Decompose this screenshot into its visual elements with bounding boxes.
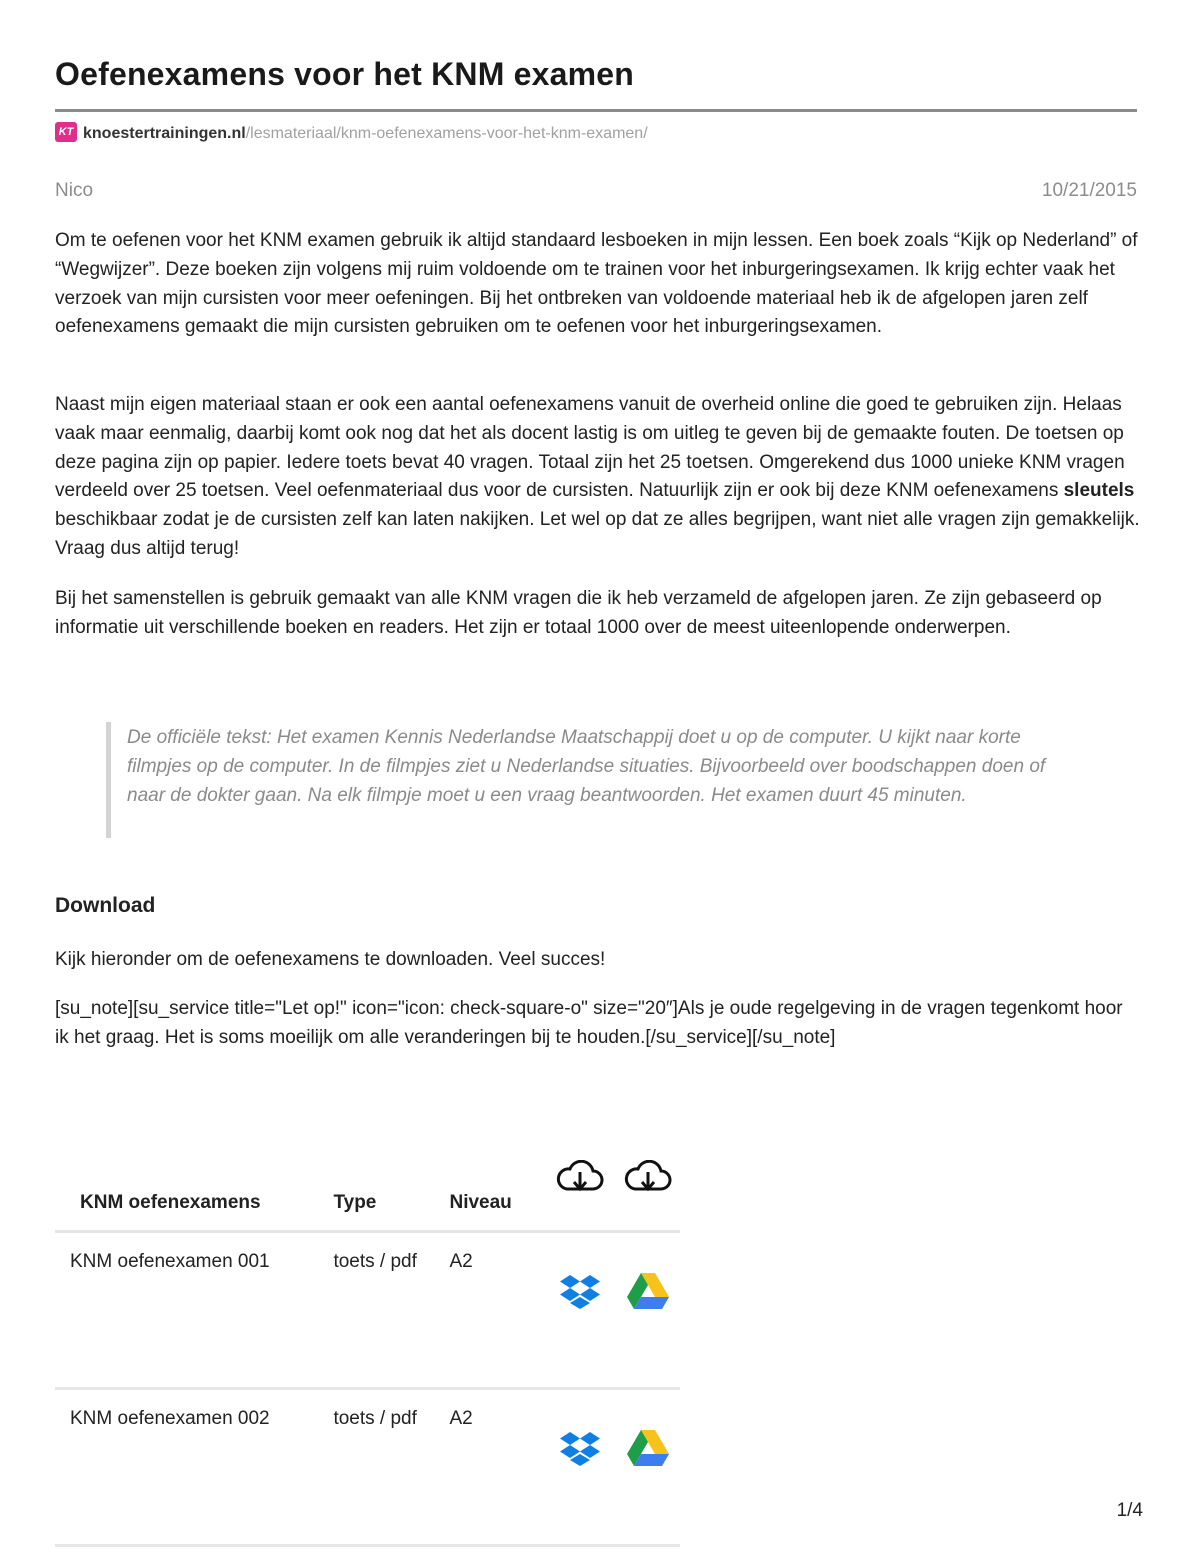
col-header-level: Niveau (449, 1192, 512, 1213)
title-divider (55, 109, 1137, 112)
col-header-type: Type (333, 1192, 377, 1213)
table-row (55, 1389, 680, 1546)
dropbox-icon[interactable] (560, 1273, 600, 1311)
site-favicon-icon: KT (55, 122, 77, 142)
paragraph-composition: Bij het samenstellen is gebruik gemaakt van alle KNM vragen die ik heb verzameld de afgelopen jaren. Ze zijn gebaseerd op informatie uit verschillende boeken en readers. Het zijn er totaal 1000 over de meest uiteenlopende onderwerpen. (55, 588, 1102, 638)
drive-download-cell (616, 1232, 680, 1389)
paragraph-materials-text-end: beschikbaar zodat je de cursisten zelf kan laten nakijken. Let wel op dat ze alles begrijpen, want niet alle vragen zijn gemakkelijk. Vraag dus altijd terug! (55, 509, 1140, 559)
col-header-download-1 (544, 1120, 616, 1232)
row-name: KNM oefenexamen 001 (55, 1232, 333, 1389)
row-level: A2 (449, 1389, 544, 1546)
download-note: [su_note][su_service title="Let op!" icon="icon: check-square-o" size="20″]Als je oude regelgeving in de vragen tegenkomt hoor ik het graag. Het is soms moeilijk om alle veranderingen bij te houden.[/su_service][/su_note] (55, 998, 1123, 1048)
row-type: toets / pdf (333, 1232, 449, 1389)
download-table (55, 1120, 680, 1547)
col-header-name: KNM oefenexamens (80, 1192, 261, 1213)
row-level: A2 (449, 1232, 544, 1389)
source-line (55, 124, 648, 144)
dropbox-icon[interactable] (560, 1430, 600, 1468)
drive-download-cell (616, 1389, 680, 1546)
paragraph-materials-text: Naast mijn eigen materiaal staan er ook een aantal oefenexamens vanuit de overheid online die goed te gebruiken zijn. Helaas vaak maar eenmalig, daarbij komt ook nog dat het als docent lastig is om uitleg te geven bij de gemaakte fouten. De toetsen op deze pagina zijn op papier. Iedere toets bevat 40 vragen. Totaal zijn het 25 toetsen. Omgerekend dus 1000 unieke KNM vragen verdeeld over 25 toetsen. Veel oefenmateriaal dus voor de cursisten. Natuurlijk zijn er ook bij deze KNM oefenexamens (55, 394, 1125, 502)
blockquote: De officiële tekst: Het examen Kennis Nederlandse Maatschappij doet u op de computer. U kijkt naar korte filmpjes op de computer. In de filmpjes ziet u Nederlandse situaties. Bijvoorbeeld over boodschappen doen of naar de dokter gaan. Na elk filmpje moet u een vraag beantwoorden. Het examen duurt 45 minuten. (127, 727, 1046, 806)
download-heading: Download (55, 894, 156, 917)
author: Nico (55, 180, 94, 201)
paragraph-intro: Om te oefenen voor het KNM examen gebruik ik altijd standaard lesboeken in mijn lessen. Een boek zoals “Kijk op Nederland” of “Wegwijzer”. Deze boeken zijn volgens mij ruim voldoende om te trainen voor het inburgeringsexamen. Ik krijg echter vaak het verzoek van mijn cursisten voor meer oefeningen. Bij het ontbreken van voldoende materiaal heb ik de afgelopen jaren zelf oefenexamens gemaakt die mijn cursisten gebruiken om te oefenen voor het inburgeringsexamen. (55, 230, 1138, 338)
sleutels-link[interactable]: sleutels (1063, 480, 1135, 502)
table-row (55, 1232, 680, 1389)
dropbox-download-cell (544, 1232, 616, 1389)
dropbox-download-cell (544, 1389, 616, 1546)
publish-date: 10/21/2015 (1041, 180, 1137, 201)
row-type: toets / pdf (333, 1389, 449, 1546)
cloud-download-icon (555, 1160, 605, 1194)
col-header-download-2 (616, 1120, 680, 1232)
row-name: KNM oefenexamen 002 (55, 1389, 333, 1546)
google-drive-icon[interactable] (627, 1430, 669, 1466)
paragraph-materials (55, 391, 1140, 564)
google-drive-icon[interactable] (627, 1273, 669, 1309)
source-domain[interactable]: knoestertrainingen.nl (83, 125, 246, 142)
cloud-download-icon (623, 1160, 673, 1194)
page-number: 1/4 (1116, 1500, 1143, 1521)
page-title: Oefenexamens voor het KNM examen (55, 56, 635, 92)
table-header-row (55, 1120, 680, 1232)
blockquote-bar (106, 722, 111, 838)
source-path[interactable]: /lesmateriaal/knm-oefenexamens-voor-het-knm-examen/ (245, 125, 648, 142)
download-intro: Kijk hieronder om de oefenexamens te downloaden. Veel succes! (55, 949, 606, 970)
